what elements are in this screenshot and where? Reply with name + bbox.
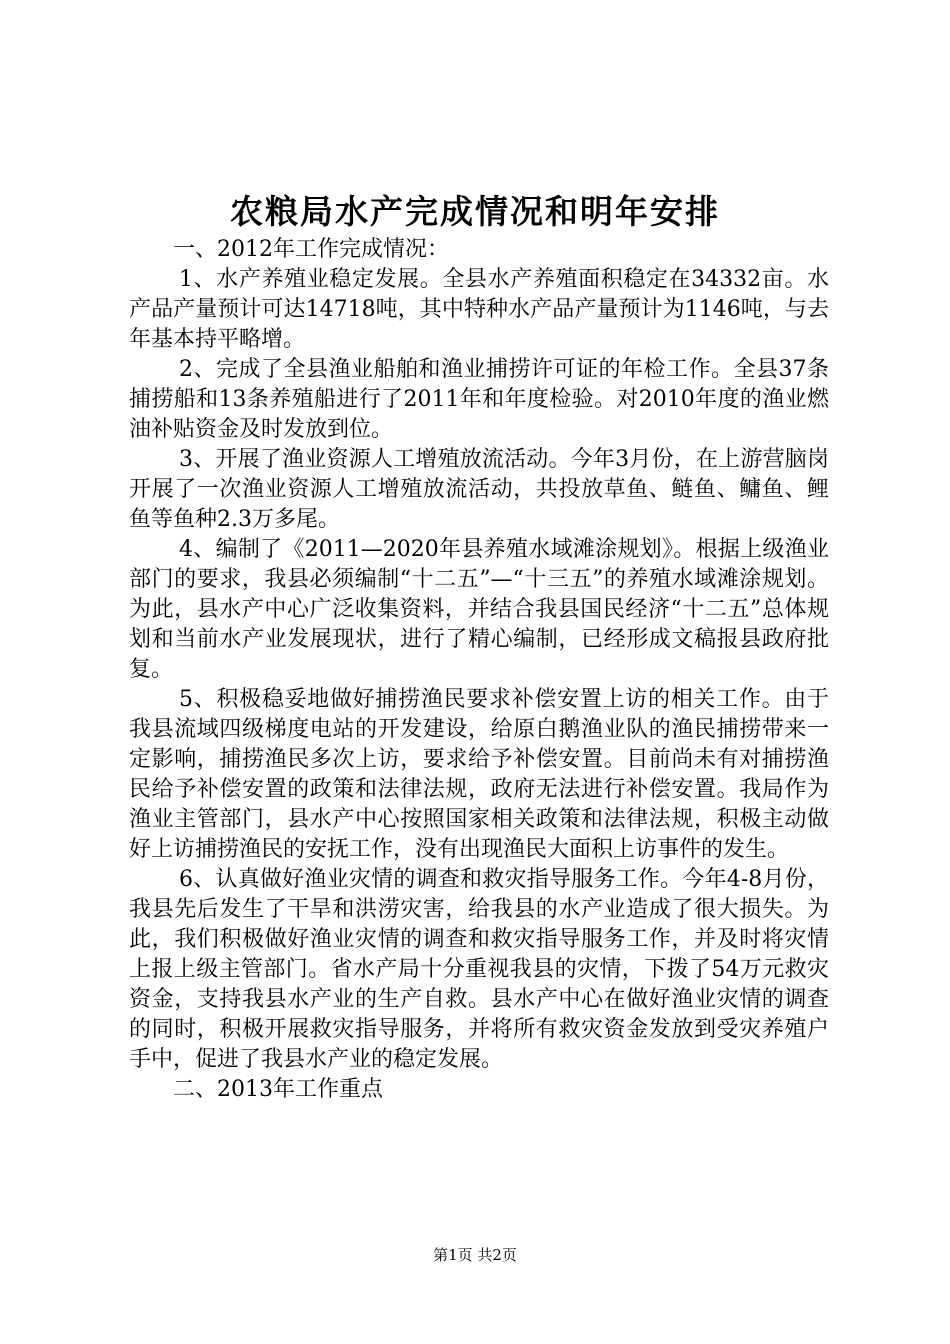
paragraph-item-3: 3、开展了渔业资源人工增殖放流活动。今年3月份，在上游营脑岗开展了一次渔业资源人工增殖放流活动，共投放草鱼、鲢鱼、鳙鱼、鲤鱼等鱼种2.3万多尾。: [129, 447, 829, 532]
paragraph-item-6: 6、认真做好渔业灾情的调查和救灾指导服务工作。今年4-8月份，我县先后发生了干旱和洪涝灾害，给我县的水产业造成了很大损失。为此，我们积极做好渔业灾情的调查和救灾指导服务工作，并及时将灾情上报上级主管部门。省水产局十分重视我县的灾情，下拨了54万元救灾资金，支持我县水产业的生产自救。县水产中心在做好渔业灾情的调查的同时，积极开展救灾指导服务，并将所有救灾资金发放到受灾养殖户手中，促进了我县水产业的稳定发展。: [129, 867, 829, 1072]
paragraph-item-1: 1、水产养殖业稳定发展。全县水产养殖面积稳定在34332亩。水产品产量预计可达14718吨，其中特种水产品产量预计为1146吨，与去年基本持平略增。: [129, 267, 829, 352]
paragraph-item-4: 4、编制了《2011—2020年县养殖水域滩涂规划》。根据上级渔业部门的要求，我县必须编制“十二五”—“十三五”的养殖水域滩涂规划。为此，县水产中心广泛收集资料，并结合我县国民经济“十二五”总体规划和当前水产业发展现状，进行了精心编制，已经形成文稿报县政府批复。: [129, 537, 829, 682]
page-number-footer: 第1页 共2页: [433, 1246, 517, 1264]
section-heading-2013: 二、2013年工作重点: [173, 1077, 383, 1102]
section-heading-2012: 一、2012年工作完成情况：: [173, 237, 449, 262]
paragraph-item-5: 5、积极稳妥地做好捕捞渔民要求补偿安置上访的相关工作。由于我县流域四级梯度电站的开发建设，给原白鹅渔业队的渔民捕捞带来一定影响，捕捞渔民多次上访，要求给予补偿安置。目前尚未有对捕捞渔民给予补偿安置的政策和法律法规，政府无法进行补偿安置。我局作为渔业主管部门，县水产中心按照国家相关政策和法律法规，积极主动做好上访捕捞渔民的安抚工作，没有出现渔民大面积上访事件的发生。: [129, 687, 829, 862]
document-title: 农粮局水产完成情况和明年安排: [230, 192, 720, 231]
paragraph-item-2: 2、完成了全县渔业船舶和渔业捕捞许可证的年检工作。全县37条捕捞船和13条养殖船进行了2011年和年度检验。对2010年度的渔业燃油补贴资金及时发放到位。: [129, 357, 829, 442]
document-body: [129, 235, 829, 1105]
